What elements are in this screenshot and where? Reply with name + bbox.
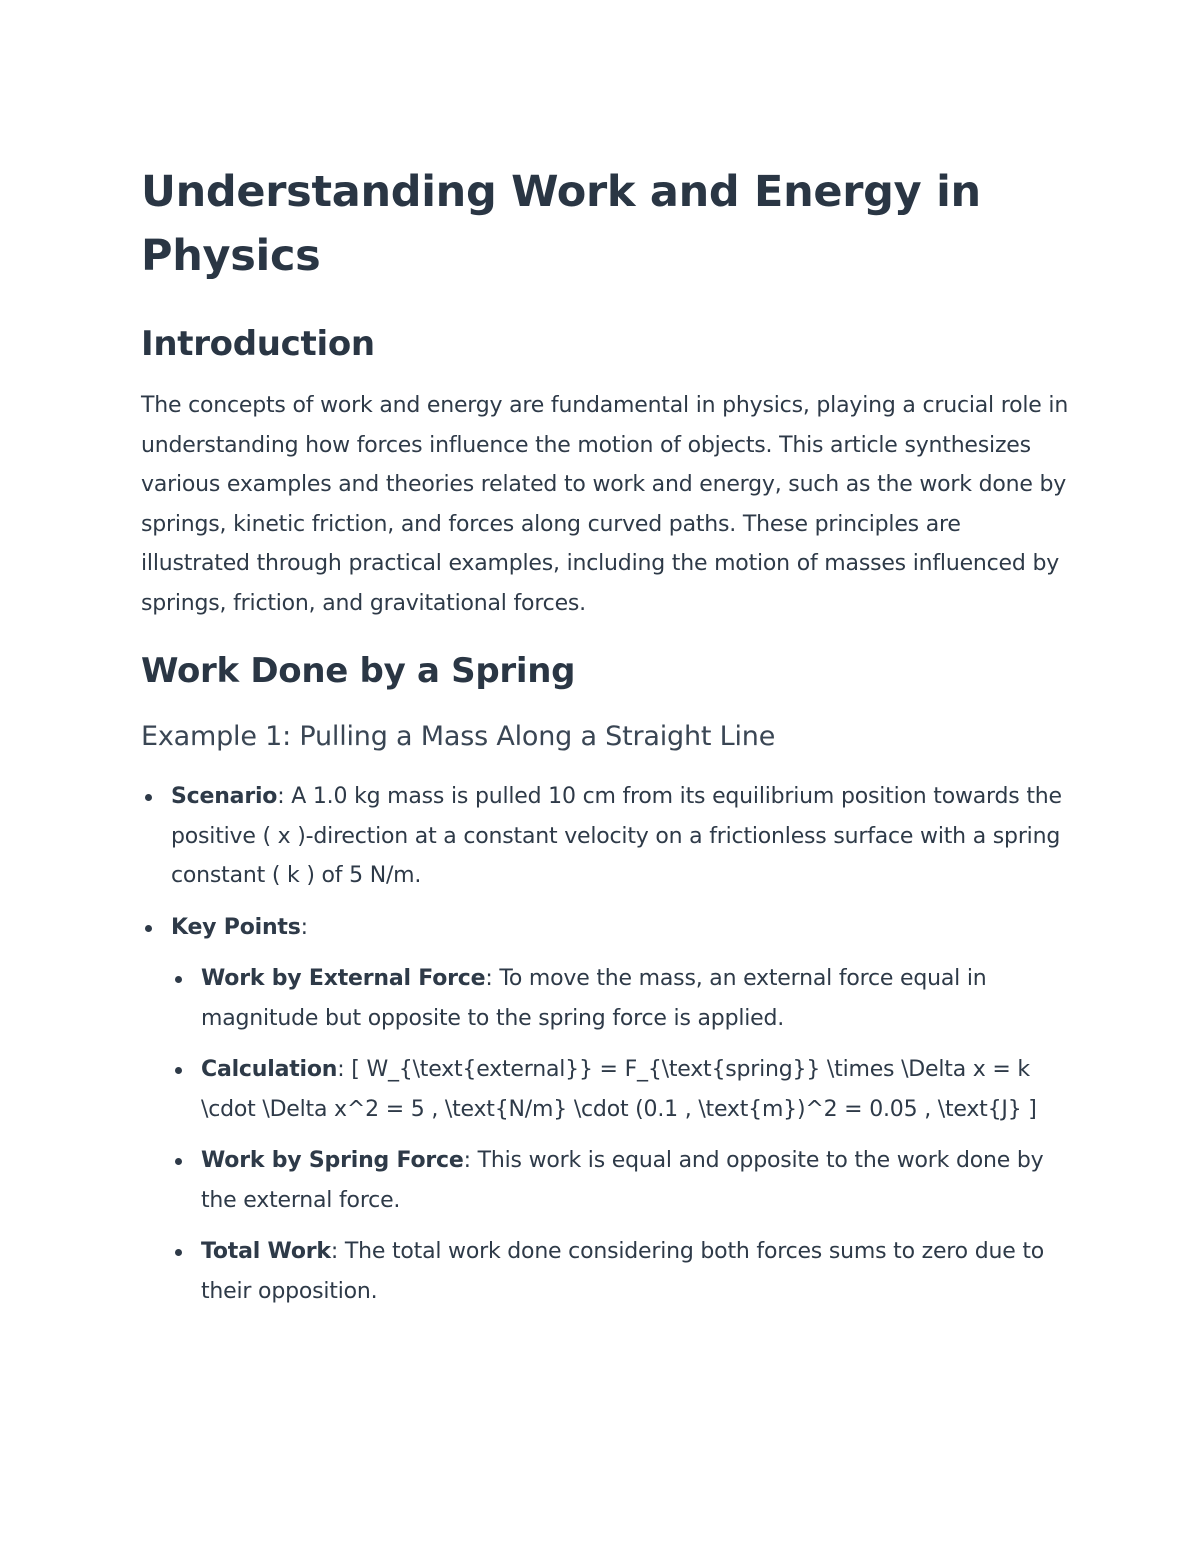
scenario-label: Scenario [171, 784, 278, 809]
key-point-label: Work by External Force [201, 966, 486, 991]
key-point-label: Calculation [201, 1057, 338, 1082]
key-point-label: Work by Spring Force [201, 1148, 464, 1173]
bullet-icon [175, 1158, 182, 1165]
key-point-text: : The total work done considering both forces sums to zero due to their opposition. [201, 1239, 1045, 1304]
key-point-text: : This work is equal and opposite to the work done by the external force. [201, 1148, 1044, 1213]
key-point-text: : [ W_{\text{external}} = F_{\text{spring}} \times \Delta x = k \cdot \Delta x^2 = 5 , \text{N/m} \cdot (0.1 , \text{m})^2 = 0.05 , \text{J} ] [201, 1057, 1037, 1122]
bullet-icon [175, 976, 182, 983]
spring-section-heading: Work Done by a Spring [141, 651, 576, 691]
page-title: Understanding Work and Energy in Physics [141, 167, 981, 281]
bullet-icon [175, 1249, 182, 1256]
key-points-list [171, 959, 1071, 1311]
list-item-scenario [141, 777, 1071, 896]
example1-heading: Example 1: Pulling a Mass Along a Straight Line [141, 721, 776, 752]
example1-list [141, 777, 1071, 1311]
introduction-heading: Introduction [141, 324, 375, 364]
list-item [171, 1232, 1071, 1311]
key-points-label: Key Points [171, 914, 301, 940]
document-page [141, 160, 1071, 1323]
bullet-icon [145, 925, 152, 932]
key-point-label: Total Work [201, 1239, 331, 1264]
list-item [171, 959, 1071, 1038]
list-item-key-points [141, 908, 1071, 1312]
scenario-text: : A 1.0 kg mass is pulled 10 cm from its equilibrium position towards the positive ( x )-direction at a constant velocity on a frictionless surface with a spring constant ( k ) of 5 N/m. [171, 784, 1062, 888]
bullet-icon [145, 794, 152, 801]
bullet-icon [175, 1067, 182, 1074]
key-points-suffix: : [300, 914, 308, 940]
key-point-text: : To move the mass, an external force equal in magnitude but opposite to the spring force is applied. [201, 966, 987, 1031]
list-item [171, 1050, 1071, 1129]
introduction-paragraph: The concepts of work and energy are fundamental in physics, playing a crucial role in understanding how forces influence the motion of objects. This article synthesizes various examples and theories related to work and energy, such as the work done by springs, kinetic friction, and forces along curved paths. These principles are illustrated through practical examples, including the motion of masses influenced by springs, friction, and gravitational forces. [141, 393, 1069, 616]
list-item [171, 1141, 1071, 1220]
